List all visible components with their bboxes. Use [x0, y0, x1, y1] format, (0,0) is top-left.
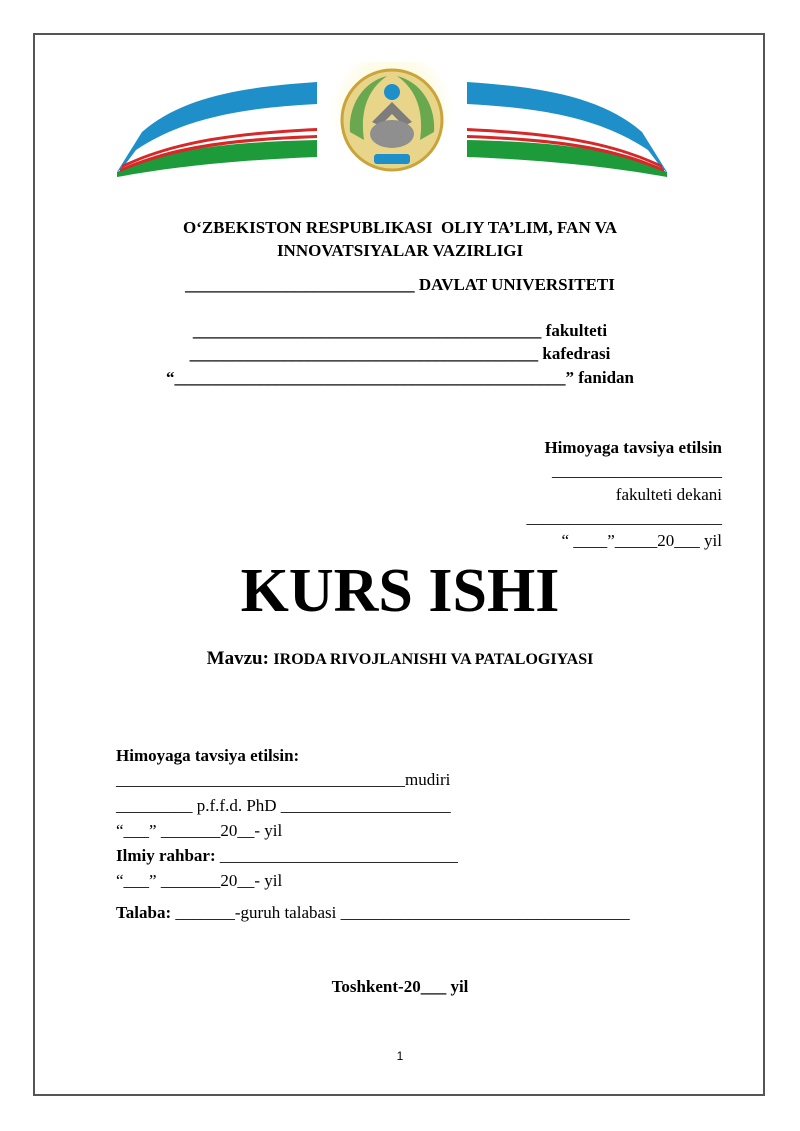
flag-left: [117, 82, 317, 177]
approval-heading-top: Himoyaga tavsiya etilsin: [544, 438, 722, 457]
approval-blank-1: ____________________: [552, 461, 722, 480]
ministry-line-2: INNOVATSIYALAR VAZIRLIGI: [276, 241, 524, 260]
advisor-line: [116, 847, 458, 864]
approval-date-top: “ ____”_____20___ yil: [561, 531, 722, 550]
department-line: _________________________________________ kafedrasi: [189, 344, 611, 363]
student-label: Talaba:: [116, 903, 172, 922]
dean-label: fakulteti dekani: [615, 485, 722, 504]
university-line: ___________________________ DAVLAT UNIVERSITETI: [185, 275, 615, 294]
subject-line: “______________________________________________” fanidan: [166, 368, 634, 387]
student-line: [116, 904, 630, 921]
page-number: 1: [396, 1049, 404, 1063]
state-emblem: [330, 62, 454, 176]
head-of-department-line: __________________________________mudiri: [116, 770, 451, 789]
approval-date-1: “___” _______20__- yil: [116, 821, 283, 840]
student-blank: _______-guruh talabasi __________________________________: [171, 903, 630, 922]
topic-label: Mavzu:: [206, 648, 269, 669]
topic-value: IRODA RIVOJLANISHI VA PATALOGIYASI: [273, 651, 594, 668]
topic-line: [0, 649, 800, 668]
approval-date-2: “___” _______20__- yil: [116, 871, 283, 890]
document-title: KURS ISHI: [240, 557, 560, 625]
degree-line: _________ p.f.f.d. PhD ____________________: [116, 796, 451, 815]
faculty-line: _________________________________________ fakulteti: [192, 321, 608, 340]
uzbekistan-flag-emblem-banner: [112, 62, 672, 182]
advisor-label: Ilmiy rahbar:: [116, 846, 216, 865]
approval-blank-2: _______________________: [526, 508, 722, 527]
flag-right: [467, 82, 667, 177]
advisor-blank: ____________________________: [215, 846, 458, 865]
approval-heading-bottom: Himoyaga tavsiya etilsin:: [116, 746, 300, 765]
ministry-line-1: O‘ZBEKISTON RESPUBLIKASI OLIY TA’LIM, FAN VA: [182, 218, 618, 237]
city-year: Toshkent-20___ yil: [331, 977, 469, 996]
